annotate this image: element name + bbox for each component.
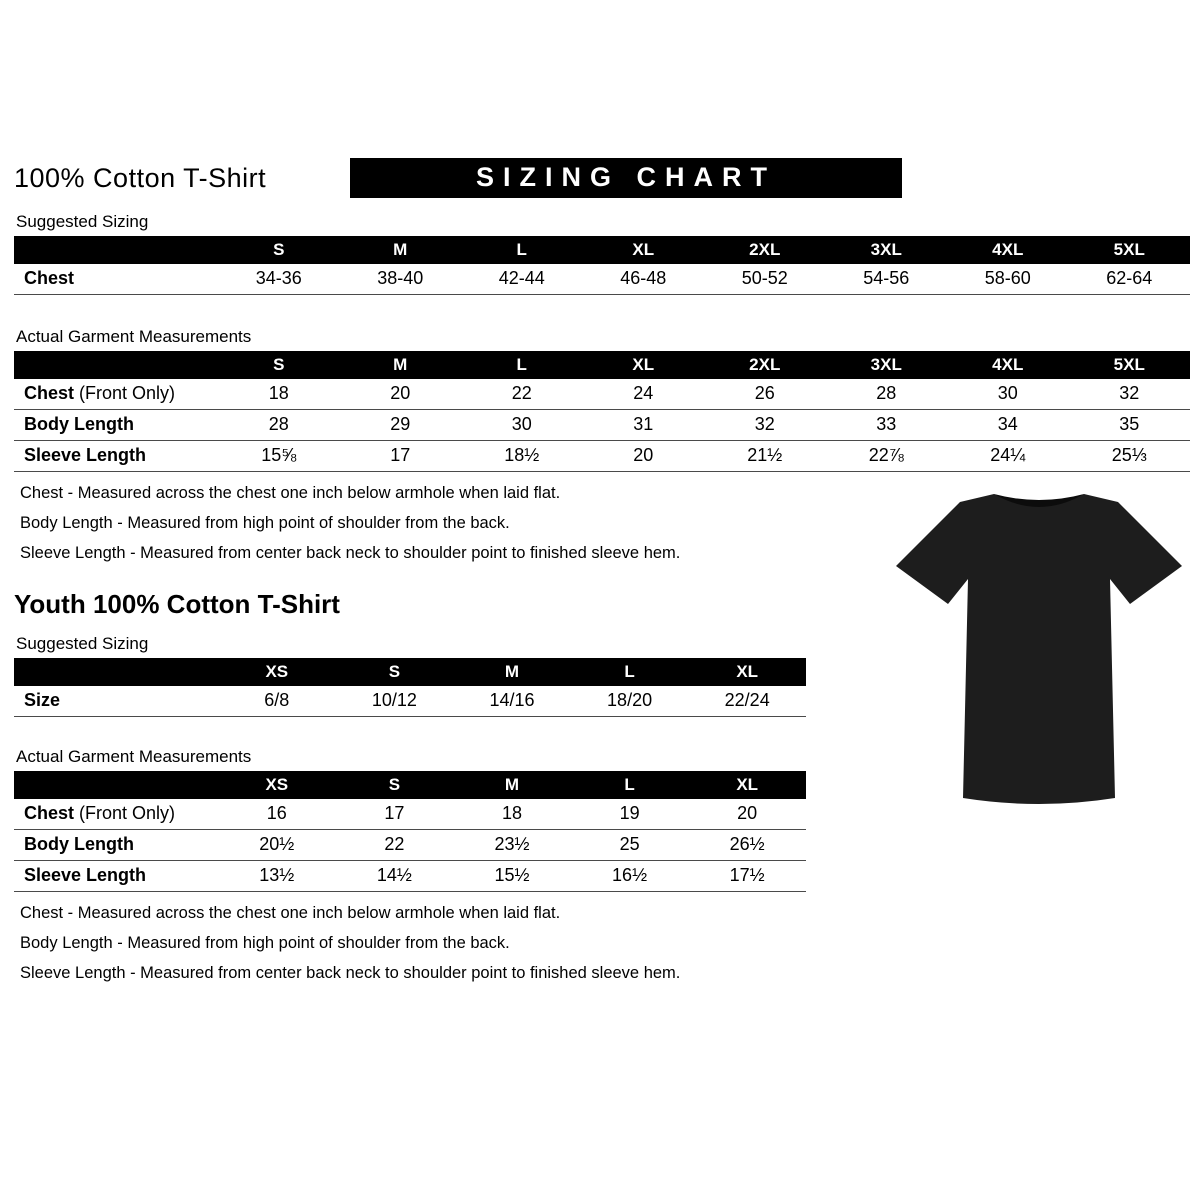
cell-value: 29 bbox=[340, 410, 462, 441]
cell-value: 10/12 bbox=[336, 686, 454, 717]
table-row bbox=[14, 830, 806, 861]
cell-value: 34 bbox=[947, 410, 1069, 441]
cell-value: 22 bbox=[336, 830, 454, 861]
cell-value: 16½ bbox=[571, 861, 689, 892]
sizing-chart-banner: SIZING CHART bbox=[350, 158, 902, 198]
table-row bbox=[14, 686, 806, 717]
cell-value: 20 bbox=[688, 799, 806, 830]
corner-header bbox=[14, 771, 218, 799]
cell-value: 19 bbox=[571, 799, 689, 830]
row-label: Size bbox=[14, 686, 218, 717]
note-chest: Chest - Measured across the chest one inch below armhole when laid flat. bbox=[20, 904, 561, 922]
cell-value: 46-48 bbox=[583, 264, 705, 295]
size-col-header: XL bbox=[583, 236, 705, 264]
cell-value: 18 bbox=[218, 379, 340, 410]
cell-value: 14/16 bbox=[453, 686, 571, 717]
cell-value: 6/8 bbox=[218, 686, 336, 717]
cell-value: 54-56 bbox=[826, 264, 948, 295]
cell-value: 20 bbox=[583, 441, 705, 472]
cell-value: 17 bbox=[340, 441, 462, 472]
size-col-header: S bbox=[218, 351, 340, 379]
cell-value: 30 bbox=[461, 410, 583, 441]
size-col-header: M bbox=[453, 771, 571, 799]
youth-actual-measurements-table bbox=[14, 771, 806, 892]
size-col-header: 3XL bbox=[826, 236, 948, 264]
cell-value: 15½ bbox=[453, 861, 571, 892]
size-col-header: 3XL bbox=[826, 351, 948, 379]
size-col-header: XS bbox=[218, 658, 336, 686]
size-col-header: L bbox=[461, 351, 583, 379]
table-row bbox=[14, 264, 1190, 295]
cell-value: 28 bbox=[218, 410, 340, 441]
cell-value: 33 bbox=[826, 410, 948, 441]
corner-header bbox=[14, 236, 218, 264]
cell-value: 24¼ bbox=[947, 441, 1069, 472]
cell-value: 13½ bbox=[218, 861, 336, 892]
cell-value: 42-44 bbox=[461, 264, 583, 295]
tshirt-body bbox=[896, 494, 1182, 804]
cell-value: 50-52 bbox=[704, 264, 826, 295]
size-col-header: XL bbox=[688, 771, 806, 799]
cell-value: 28 bbox=[826, 379, 948, 410]
adult-suggested-sizing-label: Suggested Sizing bbox=[16, 212, 149, 231]
cell-value: 38-40 bbox=[340, 264, 462, 295]
table-row bbox=[14, 379, 1190, 410]
youth-section-title: Youth 100% Cotton T-Shirt bbox=[14, 589, 340, 619]
size-col-header: 2XL bbox=[704, 351, 826, 379]
row-label: Body Length bbox=[14, 830, 218, 861]
cell-value: 58-60 bbox=[947, 264, 1069, 295]
size-col-header: S bbox=[336, 658, 454, 686]
youth-suggested-sizing-table bbox=[14, 658, 806, 717]
tshirt-product-image bbox=[894, 478, 1184, 812]
cell-value: 17 bbox=[336, 799, 454, 830]
size-col-header: L bbox=[461, 236, 583, 264]
cell-value: 35 bbox=[1069, 410, 1191, 441]
size-col-header: 4XL bbox=[947, 351, 1069, 379]
page-title: 100% Cotton T-Shirt bbox=[14, 162, 267, 193]
cell-value: 32 bbox=[704, 410, 826, 441]
cell-value: 25⅓ bbox=[1069, 441, 1191, 472]
row-label: Sleeve Length bbox=[14, 861, 218, 892]
note-sleeve-length: Sleeve Length - Measured from center back neck to shoulder point to finished sleeve hem. bbox=[20, 544, 681, 562]
size-col-header: XS bbox=[218, 771, 336, 799]
cell-value: 24 bbox=[583, 379, 705, 410]
cell-value: 22⅞ bbox=[826, 441, 948, 472]
row-label: Chest bbox=[14, 264, 218, 295]
cell-value: 15⅝ bbox=[218, 441, 340, 472]
size-col-header: L bbox=[571, 658, 689, 686]
cell-value: 18½ bbox=[461, 441, 583, 472]
youth-suggested-sizing-label: Suggested Sizing bbox=[16, 634, 149, 653]
cell-value: 32 bbox=[1069, 379, 1191, 410]
note-sleeve-length: Sleeve Length - Measured from center back neck to shoulder point to finished sleeve hem. bbox=[20, 964, 681, 982]
adult-actual-measurements-label: Actual Garment Measurements bbox=[16, 327, 252, 346]
adult-suggested-sizing-table bbox=[14, 236, 1190, 295]
tshirt-icon bbox=[894, 478, 1184, 812]
size-col-header: 5XL bbox=[1069, 351, 1191, 379]
corner-header bbox=[14, 351, 218, 379]
cell-value: 34-36 bbox=[218, 264, 340, 295]
row-label: Chest (Front Only) bbox=[14, 379, 218, 410]
size-col-header: M bbox=[340, 236, 462, 264]
note-body-length: Body Length - Measured from high point of shoulder from the back. bbox=[20, 934, 510, 952]
note-chest: Chest - Measured across the chest one inch below armhole when laid flat. bbox=[20, 484, 561, 502]
table-row bbox=[14, 441, 1190, 472]
youth-actual-measurements-label: Actual Garment Measurements bbox=[16, 747, 252, 766]
size-col-header: 5XL bbox=[1069, 236, 1191, 264]
size-col-header: XL bbox=[583, 351, 705, 379]
table-row bbox=[14, 799, 806, 830]
cell-value: 20 bbox=[340, 379, 462, 410]
size-col-header: M bbox=[340, 351, 462, 379]
cell-value: 18/20 bbox=[571, 686, 689, 717]
cell-value: 25 bbox=[571, 830, 689, 861]
youth-measurement-notes bbox=[14, 904, 1184, 983]
size-col-header: 2XL bbox=[704, 236, 826, 264]
size-col-header: S bbox=[218, 236, 340, 264]
cell-value: 31 bbox=[583, 410, 705, 441]
size-col-header: M bbox=[453, 658, 571, 686]
cell-value: 21½ bbox=[704, 441, 826, 472]
cell-value: 22 bbox=[461, 379, 583, 410]
table-row bbox=[14, 861, 806, 892]
cell-value: 62-64 bbox=[1069, 264, 1191, 295]
row-label: Chest (Front Only) bbox=[14, 799, 218, 830]
cell-value: 26½ bbox=[688, 830, 806, 861]
cell-value: 16 bbox=[218, 799, 336, 830]
cell-value: 17½ bbox=[688, 861, 806, 892]
corner-header bbox=[14, 658, 218, 686]
table-row bbox=[14, 410, 1190, 441]
size-col-header: L bbox=[571, 771, 689, 799]
cell-value: 20½ bbox=[218, 830, 336, 861]
cell-value: 26 bbox=[704, 379, 826, 410]
cell-value: 23½ bbox=[453, 830, 571, 861]
note-body-length: Body Length - Measured from high point of shoulder from the back. bbox=[20, 514, 510, 532]
page-header bbox=[14, 158, 1184, 198]
row-label: Body Length bbox=[14, 410, 218, 441]
row-label: Sleeve Length bbox=[14, 441, 218, 472]
cell-value: 22/24 bbox=[688, 686, 806, 717]
cell-value: 18 bbox=[453, 799, 571, 830]
size-col-header: XL bbox=[688, 658, 806, 686]
size-col-header: S bbox=[336, 771, 454, 799]
cell-value: 14½ bbox=[336, 861, 454, 892]
cell-value: 30 bbox=[947, 379, 1069, 410]
size-col-header: 4XL bbox=[947, 236, 1069, 264]
adult-actual-measurements-table bbox=[14, 351, 1190, 472]
